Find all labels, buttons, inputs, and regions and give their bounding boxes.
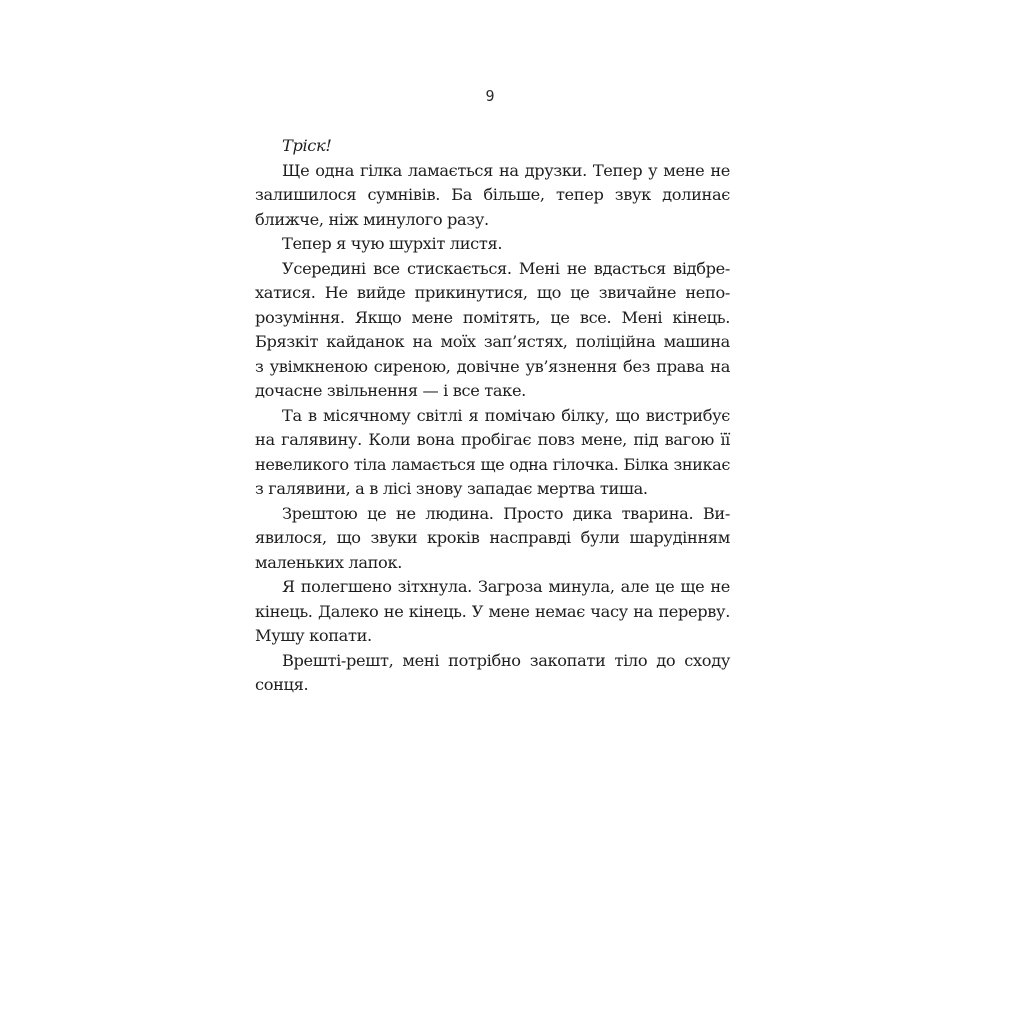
text-line: Врешті-решт, мені потрібно закопати тіло до сходу [282,650,730,670]
text-line: Зрештою це не людина. Просто дика тварина. Ви- [282,503,730,523]
body-text [255,134,730,698]
text-line: Та в місячному світлі я помічаю білку, що вистрибує [282,405,730,425]
text-line: з галявини, а в лісі знову западає мертва тиша. [255,479,648,498]
text-line: Усередині все стискається. Мені не вдасться відбре- [282,258,730,278]
text-line: маленьких лапок. [255,552,403,572]
text-line: невеликого тіла ламається ще одна гілочка. Білка зникає [255,454,730,474]
text-line: хатися. Не вийде прикинутися, що це звичайне непо- [255,283,730,302]
text-line: Мушу копати. [255,626,372,645]
text-line: сонця. [255,675,309,694]
text-line: розуміння. Якщо мене помітять, це все. Мені кінець. [255,307,730,327]
text-line: Брязкіт кайданок на моїх зап’ястях, поліційна машина [255,332,730,351]
text-line: кінець. Далеко не кінець. У мене немає часу на перерву. [255,601,730,621]
page-number: 9 [485,87,495,105]
text-line: Я полегшено зітхнула. Загроза минула, але це ще не [282,577,730,596]
text-line: залишилося сумнівів. Ба більше, тепер звук долинає [255,185,730,204]
text-line: Тріск! [282,136,332,155]
text-line: ближче, ніж минулого разу. [255,209,489,229]
text-line: на галявину. Коли вона пробігає повз мене, під вагою її [255,430,730,449]
text-line: дочасне звільнення — і все таке. [255,381,526,400]
text-line: Тепер я чую шурхіт листя. [282,234,503,253]
text-line: явилося, що звуки кроків насправді були шарудінням [255,528,730,547]
text-line: Ще одна гілка ламається на друзки. Тепер у мене не [282,160,730,180]
text-line: з увімкненою сиреною, довічне ув’язнення без права на [255,356,730,376]
